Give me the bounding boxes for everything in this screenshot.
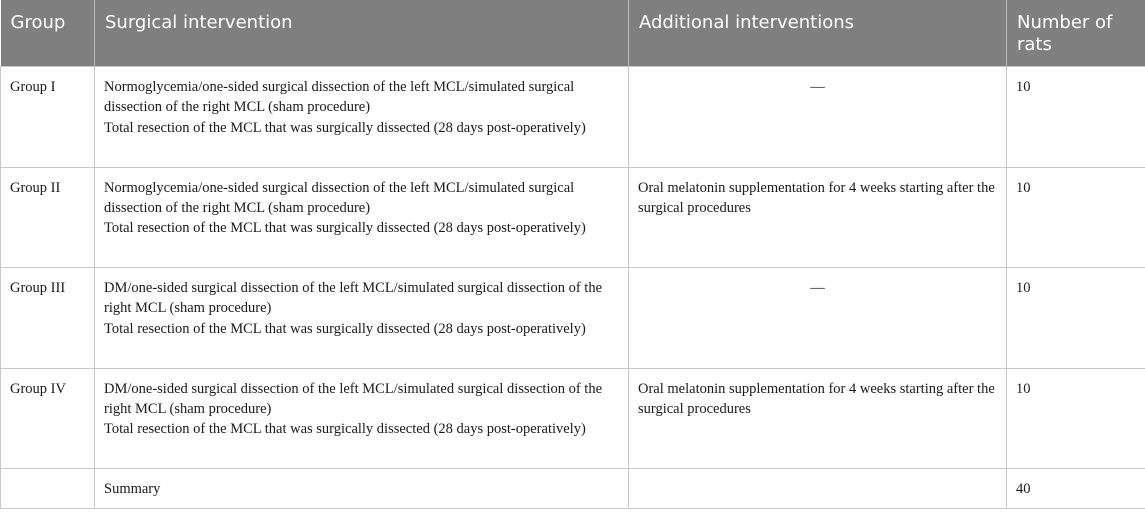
table-row — [1, 268, 1145, 369]
surgical-line: Normoglycemia/one-sided surgical dissection of the left MCL/simulated surgical dissection of the right MCL (sham procedure) — [104, 179, 575, 216]
group-cell: Group II — [1, 167, 95, 268]
summary-row — [1, 469, 1145, 509]
group-cell: Group IV — [1, 368, 95, 469]
additional-cell: Oral melatonin supplementation for 4 weeks starting after the surgical procedures — [629, 368, 1007, 469]
header-row — [1, 0, 1145, 67]
header-number-of-rats: Number of rats — [1007, 0, 1145, 67]
surgical-line: Total resection of the MCL that was surgically dissected (28 days post-operatively) — [104, 220, 586, 237]
number-cell: 10 — [1007, 67, 1145, 168]
additional-cell: Oral melatonin supplementation for 4 weeks starting after the surgical procedures — [629, 167, 1007, 268]
surgical-cell — [95, 368, 629, 469]
number-cell: 10 — [1007, 368, 1145, 469]
summary-group-cell — [1, 469, 95, 509]
surgical-line: DM/one-sided surgical dissection of the left MCL/simulated surgical dissection of the right MCL (sham procedure) — [104, 380, 603, 417]
surgical-line: Total resection of the MCL that was surgically dissected (28 days post-operatively) — [104, 320, 586, 337]
group-cell: Group I — [1, 67, 95, 168]
surgical-line: Total resection of the MCL that was surgically dissected (28 days post-operatively) — [104, 119, 586, 136]
table-row — [1, 167, 1145, 268]
surgical-cell — [95, 67, 629, 168]
table-row — [1, 368, 1145, 469]
summary-total: 40 — [1007, 469, 1145, 509]
surgical-line: Normoglycemia/one-sided surgical dissection of the left MCL/simulated surgical dissection of the right MCL (sham procedure) — [104, 79, 575, 116]
table-row — [1, 67, 1145, 168]
number-cell: 10 — [1007, 268, 1145, 369]
header-additional-interventions: Additional interventions — [629, 0, 1007, 67]
summary-additional-cell — [629, 469, 1007, 509]
header-group: Group — [1, 0, 95, 67]
surgical-cell — [95, 167, 629, 268]
number-cell: 10 — [1007, 167, 1145, 268]
surgical-line: DM/one-sided surgical dissection of the left MCL/simulated surgical dissection of the right MCL (sham procedure) — [104, 280, 603, 317]
additional-cell: — — [629, 67, 1007, 168]
additional-cell: — — [629, 268, 1007, 369]
surgical-line: Total resection of the MCL that was surgically dissected (28 days post-operatively) — [104, 421, 586, 438]
header-surgical-intervention: Surgical intervention — [95, 0, 629, 67]
group-cell: Group III — [1, 268, 95, 369]
summary-label: Summary — [95, 469, 629, 509]
surgical-cell — [95, 268, 629, 369]
